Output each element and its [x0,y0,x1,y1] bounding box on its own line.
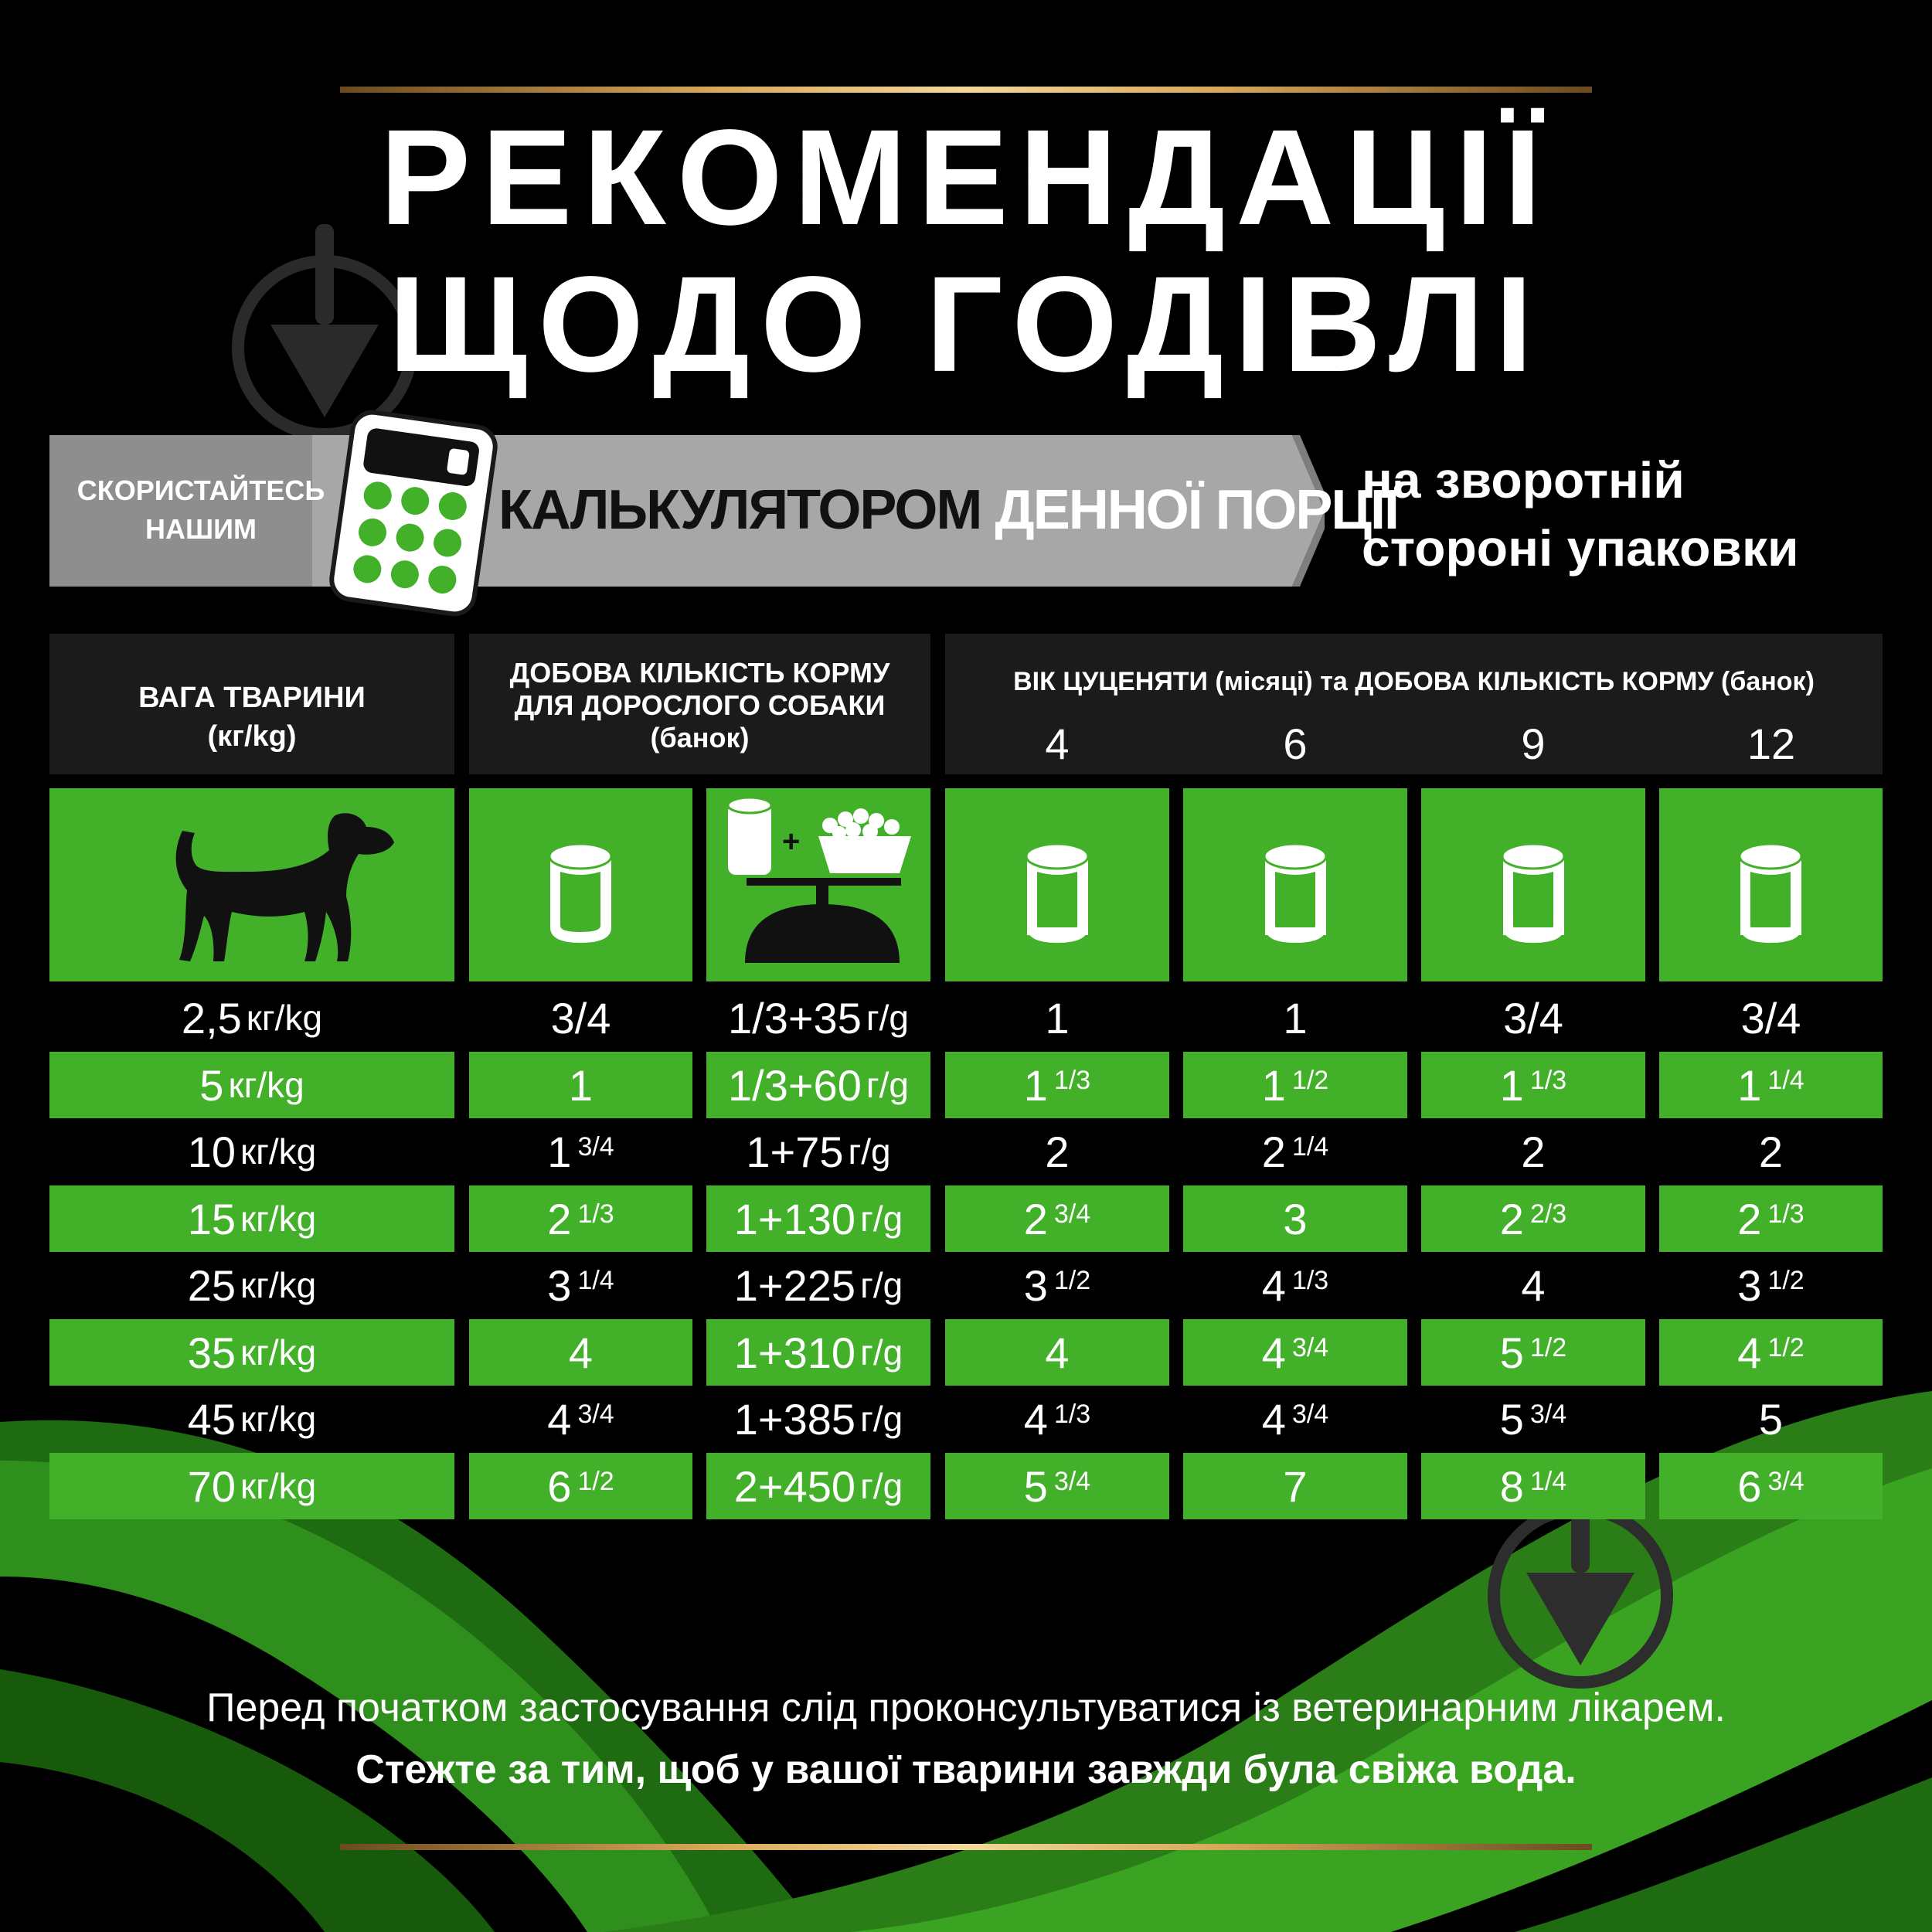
weight-unit: кг/kg [228,1065,304,1105]
puppy-can-icon-cell [1421,788,1645,981]
puppy-4-cell [945,1252,1169,1318]
dog-icon [49,788,454,981]
cans-whole: 1 [1045,993,1070,1043]
cans-whole: 2 [1499,1194,1524,1243]
cans-whole: 2 [1521,1127,1546,1176]
cans-whole: 8 [1499,1461,1524,1511]
weight-cell [49,1118,454,1185]
puppy-9-cell [1421,1118,1645,1185]
cans-whole: 3 [547,1260,572,1310]
header-adult [469,634,930,774]
cans-whole: 5 [1499,1394,1524,1444]
top-gold-rule [340,87,1592,93]
cans-whole: 2 [1023,1194,1048,1243]
puppy-6-cell [1183,1118,1407,1185]
weight-value: 45 [187,1394,236,1444]
cans-fraction: 1/2 [1767,1265,1804,1295]
banner-small-line2: НАШИМ [145,513,257,545]
puppy-4-cell [945,985,1169,1051]
cans-whole: 2 [1758,1127,1784,1176]
cans-fraction: 1/2 [1291,1065,1329,1095]
puppy-4-cell [945,1052,1169,1118]
weight-unit: кг/kg [240,1265,317,1305]
weight-value: 15 [187,1194,236,1243]
page-title-line1: РЕКОМЕНДАЦІЇ [379,102,1553,253]
puppy-9-cell [1421,985,1645,1051]
header-puppy-text: ВІК ЦУЦЕНЯТИ (місяці) та ДОБОВА КІЛЬКІСТЬ КОРМУ (банок) [1013,667,1815,696]
cans-whole: 3 [1737,1260,1762,1310]
cans-whole: 4 [547,1394,572,1444]
puppy-can-icon-cell [1659,788,1883,981]
adult-mixed-cell [706,1118,930,1185]
cans-fraction: 3/4 [577,1399,614,1429]
puppy-9-cell [1421,1052,1645,1118]
adult-mixed-cell [706,1185,930,1252]
weight-value: 5 [199,1060,224,1110]
cans-whole: 4 [1045,1328,1070,1377]
weight-cell [49,1185,454,1252]
cans-whole: 3 [1023,1260,1048,1310]
adult-cans-cell [469,1252,692,1318]
mixed-unit: г/g [860,1265,903,1305]
cans-whole: 2 [1045,1127,1070,1176]
adult-cans-cell [469,1052,692,1118]
cans-whole: 4 [1737,1328,1762,1377]
mixed-value: 1/3+60 [728,1060,862,1110]
age-label-6: 6 [1283,719,1308,768]
puppy-can-icon-cell [945,788,1169,981]
weight-value: 70 [187,1461,236,1511]
puppy-9-cell [1421,1319,1645,1386]
cans-whole: 6 [547,1461,572,1511]
cans-whole: 4 [1261,1328,1286,1377]
cans-fraction: 3/4 [1291,1399,1329,1429]
puppy-6-cell [1183,1453,1407,1519]
puppy-4-cell [945,1453,1169,1519]
mixed-unit: г/g [860,1399,903,1439]
cans-fraction: 1/4 [1291,1131,1329,1162]
banner-small-line1: СКОРИСТАЙТЕСЬ [77,474,325,506]
age-label-12: 12 [1747,719,1796,768]
adult-cans-cell [469,985,692,1051]
banner-right-line2: стороні упаковки [1362,519,1799,577]
adult-cans-cell [469,1185,692,1252]
puppy-can-icon-cell [1183,788,1407,981]
cans-fraction: 1/3 [1529,1065,1567,1095]
can-icon [469,788,692,981]
cans-fraction: 2/3 [1529,1199,1567,1229]
cans-fraction: 1/4 [1767,1065,1804,1095]
cans-fraction: 3/4 [1529,1399,1567,1429]
weight-value: 25 [187,1260,236,1310]
cans-fraction: 3/4 [1053,1199,1091,1229]
cans-fraction: 1/3 [1053,1399,1091,1429]
adult-mixed-cell [706,1252,930,1318]
weight-unit: кг/kg [240,1199,317,1239]
footer-water-note: Стежте за тим, щоб у вашої тварини завжди була свіжа вода. [355,1747,1577,1792]
mixed-unit: г/g [866,998,909,1038]
cans-whole: 3/4 [550,993,611,1043]
cans-whole: 1 [1737,1060,1762,1110]
can-icon [1659,788,1883,981]
weight-unit: кг/kg [246,998,323,1038]
adult-cans-cell [469,1319,692,1386]
mixed-value: 1+310 [733,1328,856,1377]
cans-fraction: 1/2 [577,1466,614,1496]
weight-unit: кг/kg [240,1332,317,1372]
weight-value: 10 [187,1127,236,1176]
cans-whole: 1 [1283,993,1308,1043]
weight-cell [49,985,454,1051]
weight-cell [49,1252,454,1318]
cans-fraction: 3/4 [577,1131,614,1162]
cans-whole: 1 [1261,1060,1286,1110]
header-weight-line1: ВАГА ТВАРИНИ [138,682,366,714]
can-plus-kibble-scale-icon [706,788,930,981]
puppy-4-cell [945,1185,1169,1252]
adult-mixed-cell [706,1052,930,1118]
cans-fraction: 1/2 [1767,1332,1804,1362]
banner-right-line1: на зворотній [1362,451,1685,509]
cans-fraction: 1/3 [1291,1265,1329,1295]
puppy-6-cell [1183,985,1407,1051]
cans-fraction: 1/3 [1767,1199,1804,1229]
mixed-value: 1/3+35 [728,993,862,1043]
can-icon [945,788,1169,981]
banner-calculator-word: КАЛЬКУЛЯТОРОМ [498,479,981,541]
adult-cans-cell [469,1453,692,1519]
puppy-6-cell [1183,1386,1407,1452]
footer-vet-note: Перед початком застосування слід проконсультуватися із ветеринарним лікарем. [206,1685,1726,1730]
cans-whole: 3/4 [1740,993,1801,1043]
cans-whole: 2 [1261,1127,1286,1176]
cans-whole: 5 [1023,1461,1048,1511]
header-weight [49,634,454,774]
weight-cell [49,1052,454,1118]
cans-fraction: 1/3 [577,1199,614,1229]
puppy-12-cell [1659,985,1883,1051]
cans-fraction: 1/3 [1053,1065,1091,1095]
mixed-value: 2+450 [733,1461,856,1511]
cans-whole: 4 [1261,1394,1286,1444]
svg-text:+: + [782,825,801,859]
cans-whole: 4 [1261,1260,1286,1310]
cans-whole: 1 [1499,1060,1524,1110]
weight-unit: кг/kg [240,1466,317,1506]
cans-fraction: 3/4 [1291,1332,1329,1362]
mixed-unit: г/g [860,1466,903,1506]
mixed-unit: г/g [848,1131,891,1172]
weight-unit: кг/kg [240,1399,317,1439]
puppy-12-cell [1659,1453,1883,1519]
cans-whole: 5 [1758,1394,1784,1444]
cans-whole: 4 [1023,1394,1048,1444]
header-adult-line1: ДОБОВА КІЛЬКІСТЬ КОРМУ [509,657,890,689]
puppy-12-cell [1659,1319,1883,1386]
puppy-12-cell [1659,1386,1883,1452]
mixed-value: 1+225 [733,1260,856,1310]
mixed-unit: г/g [866,1065,909,1105]
adult-mixed-icon-cell [706,788,930,981]
banner-big-text [498,475,1398,545]
cans-whole: 1 [547,1127,572,1176]
cans-whole: 7 [1283,1461,1308,1511]
puppy-12-cell [1659,1185,1883,1252]
mixed-unit: г/g [860,1332,903,1372]
cans-whole: 1 [568,1060,594,1110]
cans-fraction: 3/4 [1767,1466,1804,1496]
weight-cell [49,1319,454,1386]
weight-value: 35 [187,1328,236,1377]
header-adult-line2: ДЛЯ ДОРОСЛОГО СОБАКИ [514,689,886,721]
mixed-value: 1+75 [746,1127,844,1176]
mixed-unit: г/g [860,1199,903,1239]
mixed-value: 1+385 [733,1394,856,1444]
cans-whole: 1 [1023,1060,1048,1110]
weight-cell [49,1386,454,1452]
puppy-6-cell [1183,1319,1407,1386]
puppy-4-cell [945,1386,1169,1452]
cans-fraction: 3/4 [1053,1466,1091,1496]
age-label-9: 9 [1521,719,1546,768]
banner-right-text [1362,446,1799,582]
adult-mixed-cell [706,985,930,1051]
puppy-4-cell [945,1319,1169,1386]
cans-fraction: 1/2 [1529,1332,1567,1362]
puppy-12-cell [1659,1052,1883,1118]
puppy-6-cell [1183,1252,1407,1318]
banner-small-text [62,471,340,549]
cans-whole: 3/4 [1503,993,1563,1043]
page-title-line2: ЩОДО ГОДІВЛІ [388,249,1544,400]
mixed-value: 1+130 [733,1194,856,1243]
adult-cans-cell [469,1118,692,1185]
puppy-9-cell [1421,1453,1645,1519]
can-icon [1183,788,1407,981]
puppy-9-cell [1421,1185,1645,1252]
puppy-6-cell [1183,1185,1407,1252]
header-weight-line2: (кг/kg) [207,720,297,753]
puppy-12-cell [1659,1118,1883,1185]
cans-fraction: 1/2 [1053,1265,1091,1295]
bottom-gold-rule [340,1844,1592,1850]
adult-mixed-cell [706,1453,930,1519]
weight-icon-cell [49,788,454,981]
adult-mixed-cell [706,1319,930,1386]
cans-whole: 4 [1521,1260,1546,1310]
puppy-4-cell [945,1118,1169,1185]
can-icon [1421,788,1645,981]
cans-whole: 2 [547,1194,572,1243]
puppy-9-cell [1421,1252,1645,1318]
cans-whole: 4 [568,1328,594,1377]
cans-whole: 6 [1737,1461,1762,1511]
cans-fraction: 1/4 [577,1265,614,1295]
banner-portion-word: ДЕННОЇ ПОРЦІЇ [981,479,1398,541]
cans-whole: 5 [1499,1328,1524,1377]
header-adult-line3: (банок) [650,722,750,753]
puppy-9-cell [1421,1386,1645,1452]
cans-fraction: 1/4 [1529,1466,1567,1496]
weight-unit: кг/kg [240,1131,317,1172]
cans-whole: 3 [1283,1194,1308,1243]
age-label-4: 4 [1045,719,1070,768]
adult-cans-cell [469,1386,692,1452]
weight-value: 2,5 [181,993,242,1043]
adult-mixed-cell [706,1386,930,1452]
weight-cell [49,1453,454,1519]
cans-whole: 2 [1737,1194,1762,1243]
puppy-6-cell [1183,1052,1407,1118]
calculator-icon [325,408,502,618]
adult-can-icon-cell [469,788,692,981]
puppy-12-cell [1659,1252,1883,1318]
